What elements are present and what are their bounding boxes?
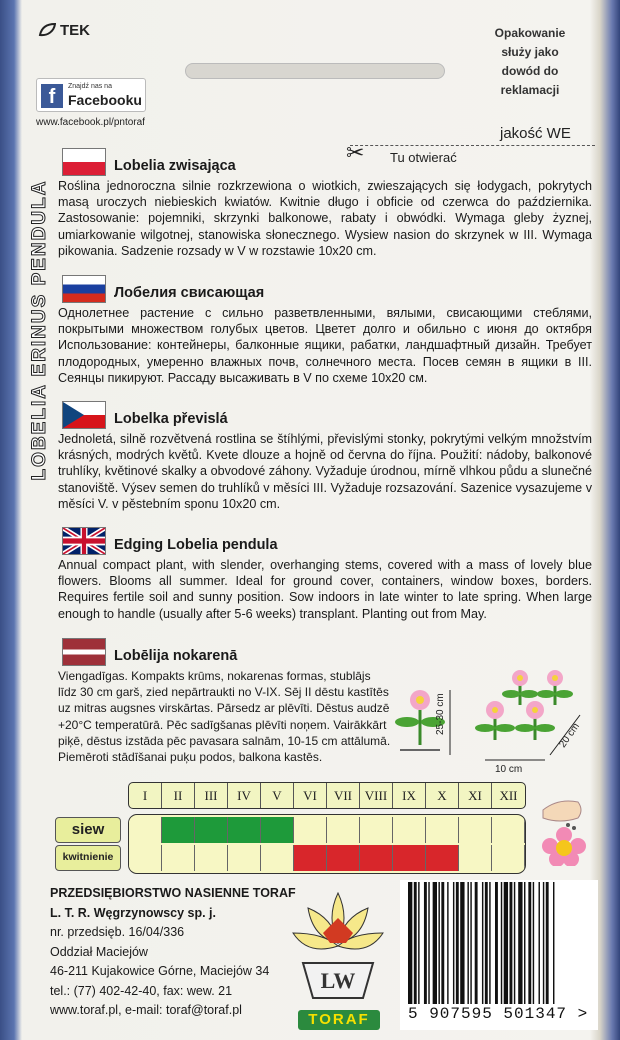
facebook-url[interactable]: www.facebook.pl/pntoraf — [36, 117, 145, 128]
toraf-logo — [288, 888, 388, 1013]
barcode-bar — [441, 882, 444, 1004]
height-label: 25-30 cm — [435, 693, 446, 735]
sowing-cell — [294, 817, 327, 843]
month-label: IV — [228, 783, 261, 808]
sowing-cell — [162, 817, 195, 843]
barcode-bar — [514, 882, 515, 1004]
hang-hole — [185, 63, 445, 79]
section-title: Lobelia zwisająca — [114, 158, 236, 174]
barcode-bar — [447, 882, 448, 1004]
plant-spacing-illustration — [385, 660, 600, 780]
barcode-bar — [553, 882, 554, 1004]
flag-russia-icon — [62, 275, 106, 303]
plant-icon — [475, 701, 515, 740]
month-label: IX — [393, 783, 426, 808]
svg-text:LW: LW — [320, 968, 356, 993]
barcode-bar — [543, 882, 544, 1004]
sowing-cell — [261, 817, 294, 843]
section-en — [58, 527, 592, 622]
barcode-bar — [467, 882, 468, 1004]
section-text: Jednoletá, silně rozvětvená rostlina se štíhlými, převislými stonky, pokrytými velkým množstvím krásných, modrých květů. Kvete dlouze a hojně od června do října. Použití: nádoby, balkonové truhlíky, květinové skalky a obvodové záhony. Vyžaduje úrodnou, mírně vlhkou půdu a slunečné stanoviště. Výsev semen do truhlíků v měsíci III. Vyžaduje rozsazování. Sazenice vysazujeme v měsíci V. v pěstebním sponu 10x20 cm. — [58, 432, 592, 511]
section-cz — [58, 401, 592, 512]
barcode-bar — [414, 882, 417, 1004]
sowing-cell — [492, 817, 525, 843]
sowing-cell — [393, 817, 426, 843]
company-reg: nr. przedsięb. 16/04/336 — [50, 925, 185, 939]
barcode-bar — [546, 882, 549, 1004]
claim-line: dowód do — [501, 64, 559, 78]
barcode-bar — [433, 882, 437, 1004]
month-label: VIII — [360, 783, 393, 808]
barcode-bar — [470, 882, 471, 1004]
blooming-cell — [426, 845, 459, 871]
barcode-bar — [518, 882, 522, 1004]
sowing-cell — [360, 817, 393, 843]
barcode-bar — [524, 882, 525, 1004]
barcode-bar — [489, 882, 490, 1004]
sowing-cell — [426, 817, 459, 843]
sowing-row-label: siew — [55, 817, 121, 843]
section-text: Annual compact plant, with slender, overhanging stems, covered with a mass of lovely blue flowers. Blooms all summer. Ideal for ground cover, containers, window boxes, borders. Requires fertile soil and sunny position. Sow indoors in late winter to late spring. When large enough to handle (usually after 5-6 weeks) transplant. Planting out from May. — [58, 558, 592, 621]
sowing-cell — [195, 817, 228, 843]
barcode-bar — [485, 882, 488, 1004]
month-label: XI — [459, 783, 492, 808]
plant-icon — [515, 701, 555, 740]
open-here-label: Tu otwierać — [390, 150, 457, 165]
barcode-bar — [510, 882, 513, 1004]
month-label: II — [162, 783, 195, 808]
toraf-logo-text: TORAF — [298, 1010, 380, 1030]
blooming-cell — [261, 845, 294, 871]
claim-line: reklamacji — [500, 83, 560, 97]
barcode-bar — [501, 882, 502, 1004]
company-phone: tel.: (77) 402-42-40, fax: wew. 21 — [50, 983, 233, 998]
company-name: PRZEDSIĘBIORSTWO NASIENNE TORAF — [50, 886, 296, 900]
latin-name-vertical — [22, 170, 58, 490]
section-title: Lobelka převislá — [114, 411, 228, 427]
barcode-digits: 5 907595 501347 > — [408, 1005, 589, 1023]
company-info — [50, 884, 296, 1021]
section-ru — [58, 275, 592, 386]
section-pl — [58, 148, 592, 259]
plant-icon — [502, 670, 538, 705]
month-label: V — [261, 783, 294, 808]
sowing-cell — [228, 817, 261, 843]
barcode-bar — [456, 882, 459, 1004]
sowing-cell — [129, 817, 162, 843]
company-address: 46-211 Kujakowice Górne, Maciejów 34 — [50, 964, 270, 978]
company-branch: Oddział Maciejów — [50, 944, 148, 959]
company-owners: L. T. R. Węgrzynowscy sp. j. — [50, 905, 217, 920]
month-label: VI — [294, 783, 327, 808]
barcode-bars — [400, 882, 598, 1004]
flag-uk-icon — [62, 527, 106, 555]
blooming-cell — [228, 845, 261, 871]
section-text: Viengadīgas. Kompakts krūms, nokarenas formas, stublājs līdz 30 cm garš, zied nepārtraukti no V-IX. Sēj II dēstu kastītēs uz mitras augsnes virskārtas. Pārsedz ar plēvīti. Dēstus audzē +20°C temperatūrā. Pēc sadīgšanas plēvīti noņem. Vairākkārt piķē, dēstus izstāda pēc pavasara salnām, 10-15 cm attālumā. Piemēroti stādīšanai puķu podos, balkona kastēs. — [58, 669, 391, 765]
sowing-cell — [327, 817, 360, 843]
flag-latvia-icon — [62, 638, 106, 666]
barcode-bar — [539, 882, 540, 1004]
barcode-bar — [424, 882, 427, 1004]
complaint-note — [470, 24, 590, 100]
barcode-bar — [482, 882, 483, 1004]
blooming-cell — [327, 845, 360, 871]
scissors-icon: ✂ — [346, 140, 365, 165]
flag-poland-icon — [62, 148, 106, 176]
seed-hand-icon — [538, 780, 588, 830]
blooming-cell — [294, 845, 327, 871]
barcode-bar — [418, 882, 419, 1004]
month-label: X — [426, 783, 459, 808]
blooming-cell — [459, 845, 492, 871]
barcode-bar — [460, 882, 464, 1004]
month-label: I — [129, 783, 162, 808]
month-header — [128, 782, 526, 809]
facebook-badge[interactable] — [36, 78, 146, 112]
blooming-cell — [360, 845, 393, 871]
tek-label — [38, 22, 90, 39]
barcode-bar — [495, 882, 498, 1004]
section-text: Roślina jednoroczna silnie rozkrzewiona o wiotkich, zwieszających się łodygach, pokrytych masą uroczych niebieskich kwiatów. Kwitnie długo i obficie od czerwca do października. Zastosowanie: pojemniki, skrzynki balkonowe, rabaty i obwódki. Wymaga gleby żyznej, umiarkowanie wilgotnej, stanowiska słonecznego. Wysiew nasion do skrzynek w III. Wymaga pikowania. Sadzenie rozsady w V w rozstawie 10x20 cm. — [58, 179, 592, 258]
sowing-cell — [459, 817, 492, 843]
width-label: 20 cm — [557, 721, 582, 750]
facebook-icon: f — [41, 84, 63, 108]
claim-line: służy jako — [501, 45, 559, 59]
claim-line: Opakowanie — [494, 26, 566, 40]
tek-text: TEK — [60, 22, 90, 39]
blooming-row-label: kwitnienie — [55, 845, 121, 871]
month-label: XII — [499, 788, 518, 803]
barcode-bar — [528, 882, 531, 1004]
facebook-small-text: Znajdź nas na — [68, 83, 112, 90]
blooming-cell — [195, 845, 228, 871]
barcode-bar — [533, 882, 534, 1004]
cut-line — [350, 145, 595, 146]
blooming-cell — [492, 845, 525, 871]
section-text: Однолетнее растение с сильно разветвленными, вялыми, свисающими стеблями, покрытыми множеством голубых цветов. Цветет долго и обильно с июня до октября Использование: контейнеры, балконные ящики, рабатки, ландшафтный дизайн. Требует плодородных, умеренно влажных почв, солнечного места. Посев семян в ящики в III. Сеянцы пикируют. Рассаду высаживать в V по схеме 10x20 см. — [58, 306, 592, 385]
calendar-grid — [128, 814, 526, 874]
section-lv — [58, 638, 412, 765]
month-label: VII — [327, 783, 360, 808]
section-title: Lobēlija nokarenā — [114, 648, 238, 664]
plant-icon — [537, 670, 573, 705]
flag-czech-icon — [62, 401, 106, 429]
blooming-cell — [162, 845, 195, 871]
quality-mark: jakość WE — [500, 125, 571, 142]
barcode-bar — [438, 882, 439, 1004]
barcode-bar — [504, 882, 508, 1004]
section-title: Лобелия свисающая — [114, 285, 265, 301]
month-label: III — [195, 783, 228, 808]
barcode-bar — [428, 882, 429, 1004]
barcode-bar — [408, 882, 412, 1004]
flower-icon — [540, 826, 588, 866]
blooming-cell — [129, 845, 162, 871]
facebook-big-text: Facebooku — [68, 92, 142, 108]
blooming-cell — [393, 845, 426, 871]
leaf-icon — [38, 23, 56, 37]
section-title: Edging Lobelia pendula — [114, 537, 278, 553]
barcode-bar — [475, 882, 478, 1004]
latin-name: LOBELIA ERINUS PENDULA — [29, 179, 50, 481]
company-web[interactable]: www.toraf.pl, e-mail: toraf@toraf.pl — [50, 1003, 242, 1017]
row-label: 10 cm — [495, 764, 523, 775]
barcode-bar — [453, 882, 454, 1004]
